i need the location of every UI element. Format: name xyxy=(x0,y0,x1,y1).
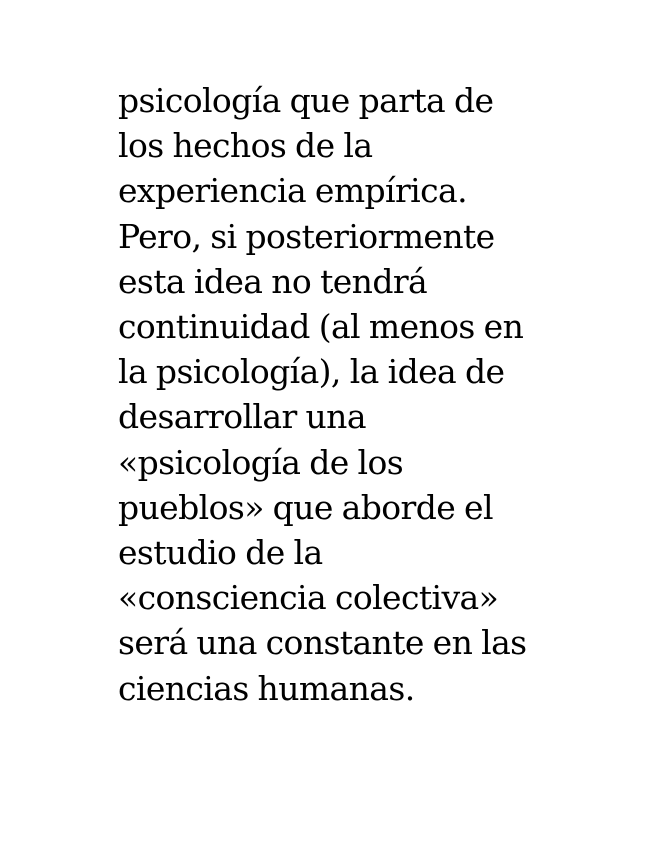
paragraph-line: pueblos» que aborde el xyxy=(118,487,493,527)
paragraph-line: estudio de la xyxy=(118,533,323,573)
paragraph-line: psicología que parta de xyxy=(118,81,494,120)
paragraph-line: ciencias humanas. xyxy=(118,668,415,708)
paragraph-line: desarrollar una xyxy=(118,397,366,437)
body-paragraph xyxy=(118,78,638,711)
paragraph-line: la psicología), la idea de xyxy=(118,352,505,392)
paragraph-line: Pero, si posteriormente xyxy=(118,216,495,256)
paragraph-line: los hechos de la xyxy=(118,126,373,166)
paragraph-line: esta idea no tendrá xyxy=(118,261,428,301)
paragraph-line: continuidad (al menos en xyxy=(118,307,524,347)
paragraph-line: «psicología de los xyxy=(118,442,404,482)
paragraph-line: será una constante en las xyxy=(118,623,527,663)
paragraph-line: «consciencia colectiva» xyxy=(118,578,499,618)
paragraph-line: experiencia empírica. xyxy=(118,171,467,211)
